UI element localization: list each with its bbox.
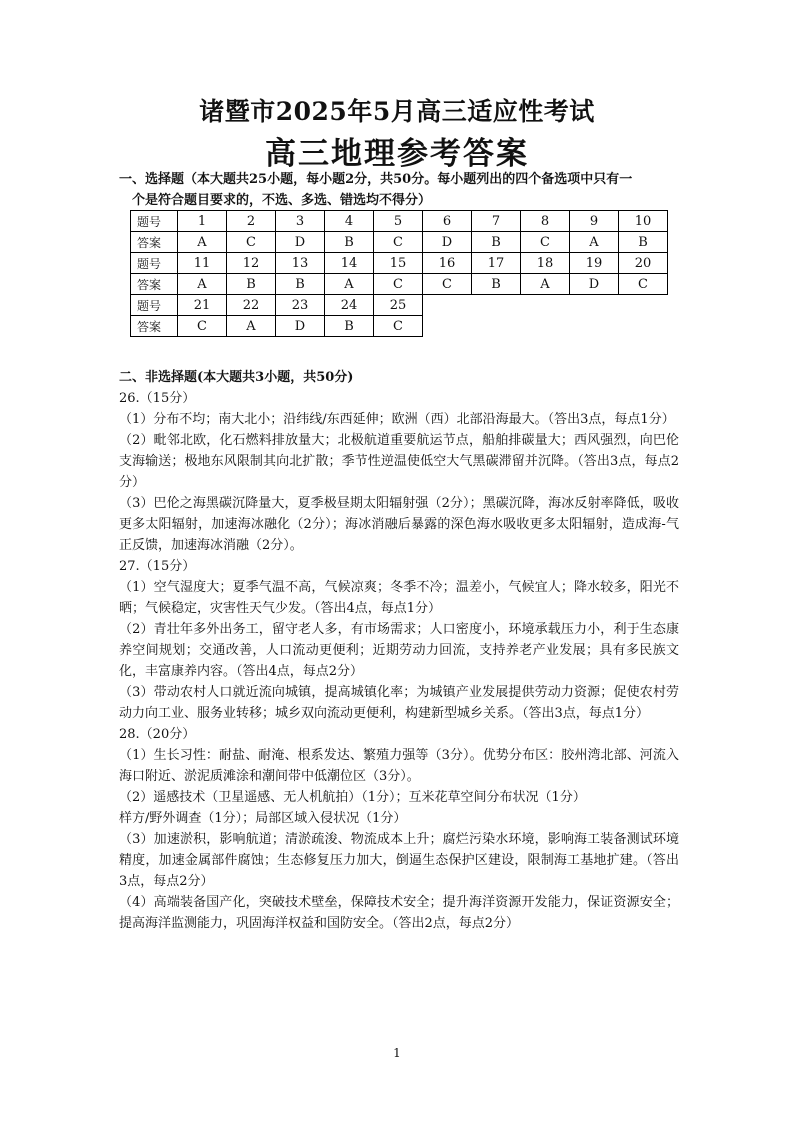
question-number-cell: 19 — [570, 253, 619, 274]
answer-letter-cell: D — [423, 232, 472, 253]
q28-part3: （3）加速淤积，影响航道；清淤疏浚、物流成本上升；腐烂污染水环境，影响海工装备测试环境精度，加速金属部件腐蚀；生态修复压力加大，倒逼生态保护区建设，限制海工基地扩建。（答出3点，每点2分） — [119, 832, 679, 889]
q27-part1: （1）空气湿度大；夏季气温不高，气候凉爽；冬季不冷；温差小，气候宜人；降水较多，阳光不晒；气候稳定，灾害性天气少发。（答出4点，每点1分） — [119, 580, 679, 616]
q28-part4: （4）高端装备国产化，突破技术壁垒，保障技术安全；提升海洋资源开发能力，保证资源安全；提高海洋监测能力，巩固海洋权益和国防安全。（答出2点，每点2分） — [119, 895, 679, 931]
question-number-cell: 15 — [374, 253, 423, 274]
question-number-cell: 10 — [619, 211, 668, 232]
answer-letter-cell: C — [374, 316, 423, 337]
empty-cell — [570, 316, 619, 337]
section1-heading-line2: 个是符合题目要求的，不选、多选、错选均不得分） — [132, 193, 432, 208]
q28-part2b: 样方/野外调查（1分）；局部区域入侵状况（1分） — [119, 811, 407, 826]
question-number-cell: 16 — [423, 253, 472, 274]
answer-letter-cell: A — [178, 232, 227, 253]
q27-title: 27.（15分） — [119, 559, 196, 574]
answer-letter-cell: A — [227, 316, 276, 337]
page-number: 1 — [393, 1046, 401, 1060]
q28-part1: （1）生长习性：耐盐、耐淹、根系发达、繁殖力强等（3分）。优势分布区：胶州湾北部、河流入海口附近、淤泥质滩涂和潮间带中低潮位区（3分）。 — [119, 748, 679, 784]
question-number-cell: 11 — [178, 253, 227, 274]
q28-title: 28.（20分） — [119, 727, 196, 742]
q26-part1: （1）分布不均；南大北小；沿纬线/东西延伸；欧洲（西）北部沿海最大。（答出3点，每点1分） — [119, 412, 675, 427]
q27-part3: （3）带动农村人口就近流向城镇，提高城镇化率；为城镇产业发展提供劳动力资源；促使农村劳动力向工业、服务业转移；城乡双向流动更便利，构建新型城乡关系。（答出3点，每点1分） — [119, 685, 679, 721]
empty-cell — [472, 295, 521, 316]
answer-label-cell: 答案 — [131, 316, 178, 337]
question-number-cell: 24 — [325, 295, 374, 316]
section2-heading: 二、非选择题(本大题共3小题，共50分) — [119, 370, 354, 385]
section1-heading-line1: 一、选择题（本大题共25小题，每小题2分，共50分。每小题列出的四个备选项中只有一 — [119, 172, 633, 187]
question-number-cell: 12 — [227, 253, 276, 274]
question-number-cell: 2 — [227, 211, 276, 232]
q26-part2: （2）毗邻北欧，化石燃料排放量大；北极航道重要航运节点，船舶排碳量大；西风强烈，向巴伦支海输送；极地东风限制其向北扩散；季节性逆温使低空大气黑碳滞留并沉降。（答出3点，每点2分） — [119, 433, 679, 490]
answer-letter-cell: A — [570, 232, 619, 253]
answer-letter-cell: A — [178, 274, 227, 295]
answer-letter-cell: B — [619, 232, 668, 253]
question-number-cell: 14 — [325, 253, 374, 274]
question-number-cell: 22 — [227, 295, 276, 316]
question-number-cell: 1 — [178, 211, 227, 232]
exam-title: 诸暨市2025年5月高三适应性考试 — [199, 97, 595, 126]
answer-label-cell: 答案 — [131, 232, 178, 253]
q28-part2a: （2）遥感技术（卫星遥感、无人机航拍）（1分）；互米花草空间分布状况（1分） — [119, 790, 586, 805]
answer-letter-cell: B — [227, 274, 276, 295]
subject-title: 高三地理参考答案 — [265, 136, 529, 172]
empty-cell — [423, 316, 472, 337]
answer-letter-cell: B — [325, 316, 374, 337]
question-number-cell: 9 — [570, 211, 619, 232]
question-number-cell: 18 — [521, 253, 570, 274]
empty-cell — [570, 295, 619, 316]
question-number-cell: 21 — [178, 295, 227, 316]
answer-letter-cell: D — [570, 274, 619, 295]
answer-letter-cell: B — [325, 232, 374, 253]
question-number-cell: 5 — [374, 211, 423, 232]
empty-cell — [521, 316, 570, 337]
answer-letter-cell: D — [276, 316, 325, 337]
answer-label-cell: 答案 — [131, 274, 178, 295]
empty-cell — [619, 295, 668, 316]
question-label-cell: 题号 — [131, 253, 178, 274]
empty-cell — [521, 295, 570, 316]
question-number-cell: 17 — [472, 253, 521, 274]
section2 — [119, 367, 679, 934]
answer-letter-cell: B — [472, 274, 521, 295]
empty-cell — [472, 316, 521, 337]
empty-cell — [423, 295, 472, 316]
q26-part3: （3）巴伦之海黑碳沉降量大，夏季极昼期太阳辐射强（2分）；黑碳沉降，海冰反射率降低，吸收更多太阳辐射，加速海冰融化（2分）；海冰消融后暴露的深色海水吸收更多太阳辐射，造成海-气正反馈，加速海冰消融（2分）。 — [119, 496, 679, 553]
answer-letter-cell: C — [619, 274, 668, 295]
question-label-cell: 题号 — [131, 295, 178, 316]
answer-table — [130, 210, 668, 337]
answer-letter-cell: A — [521, 274, 570, 295]
question-number-cell: 3 — [276, 211, 325, 232]
answer-row — [131, 232, 668, 253]
answer-letter-cell: C — [374, 232, 423, 253]
question-label-cell: 题号 — [131, 211, 178, 232]
question-number-cell: 20 — [619, 253, 668, 274]
question-number-cell: 4 — [325, 211, 374, 232]
answer-row — [131, 274, 668, 295]
answer-letter-cell: A — [325, 274, 374, 295]
answer-letter-cell: D — [276, 232, 325, 253]
question-number-cell: 23 — [276, 295, 325, 316]
answer-letter-cell: C — [521, 232, 570, 253]
question-number-cell: 8 — [521, 211, 570, 232]
q27-part2: （2）青壮年多外出务工，留守老人多，有市场需求；人口密度小，环境承载压力小，利于生态康养空间规划；交通改善，人口流动更便利；近期劳动力回流，支持养老产业发展；具有多民族文化，丰富康养内容。（答出4点，每点2分） — [119, 622, 679, 679]
answer-letter-cell: C — [374, 274, 423, 295]
answer-letter-cell: C — [423, 274, 472, 295]
q26-title: 26.（15分） — [119, 391, 196, 406]
answer-letter-cell: C — [178, 316, 227, 337]
empty-cell — [619, 316, 668, 337]
answer-letter-cell: C — [227, 232, 276, 253]
question-number-row — [131, 295, 668, 316]
question-number-cell: 6 — [423, 211, 472, 232]
answer-letter-cell: B — [472, 232, 521, 253]
question-number-cell: 13 — [276, 253, 325, 274]
question-number-cell: 25 — [374, 295, 423, 316]
answer-row — [131, 316, 668, 337]
question-number-row — [131, 211, 668, 232]
question-number-row — [131, 253, 668, 274]
section1-heading — [119, 169, 679, 211]
answer-letter-cell: B — [276, 274, 325, 295]
question-number-cell: 7 — [472, 211, 521, 232]
